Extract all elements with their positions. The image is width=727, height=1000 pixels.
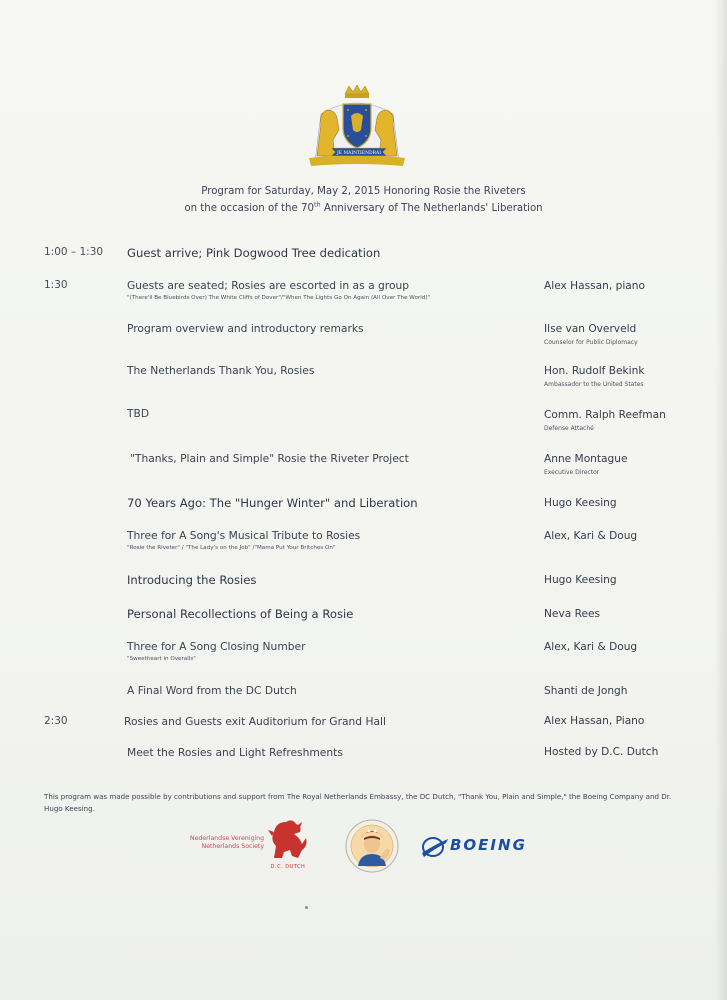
row-speaker-title: Defense Attaché — [544, 425, 594, 432]
boeing-wordmark: BOEING — [450, 836, 527, 854]
title-line-2: on the occasion of the 70th Anniversary of The Netherlands' Liberation — [184, 200, 543, 214]
crest-motto-banner — [331, 146, 387, 158]
row-event: "Thanks, Plain and Simple" Rosie the Riveter Project — [130, 452, 409, 465]
row-event: 70 Years Ago: The "Hunger Winter" and Liberation — [127, 496, 418, 510]
row-speaker: Ilse van Overveld — [544, 323, 637, 335]
rosie-the-riveter-seal-logo — [340, 818, 404, 874]
row-speaker: Hugo Keesing — [544, 574, 617, 586]
row-speaker: Comm. Ralph Reefman — [544, 409, 666, 421]
row-event: The Netherlands Thank You, Rosies — [127, 364, 315, 377]
scan-speck — [305, 906, 308, 909]
row-event: Meet the Rosies and Light Refreshments — [127, 746, 343, 759]
row-song-list: "Rosie the Riveter" / "The Lady's on the Job" /"Mama Put Your Britches On" — [127, 545, 336, 551]
row-host: Hosted by D.C. Dutch — [544, 746, 659, 758]
row-speaker-title: Counselor for Public Diplomacy — [544, 339, 638, 346]
row-song-list: "Sweetheart in Overalls" — [127, 656, 196, 662]
row-event: Guests are seated; Rosies are escorted in as a group — [127, 279, 410, 292]
nv-dc-dutch-logo — [172, 816, 312, 876]
row-time: 1:00 – 1:30 — [44, 246, 104, 258]
row-performer: Alex Hassan, piano — [544, 280, 645, 292]
row-performer: Alex Hassan, Piano — [544, 715, 645, 727]
row-speaker: Hugo Keesing — [544, 497, 617, 509]
row-speaker-title: Ambassador to the United States — [544, 381, 644, 388]
row-song-list: "(There'll Be Bluebirds Over) The White Cliffs of Dover"/"When The Lights Go On Again (All Over The World)" — [127, 295, 431, 301]
row-event: Program overview and introductory remarks — [127, 322, 364, 335]
royal-coat-of-arms-logo — [303, 84, 411, 172]
row-event: Guest arrive; Pink Dogwood Tree dedication — [127, 246, 381, 260]
crest-motto-text: JE MAINTIENDRAI — [336, 151, 382, 157]
acknowledgement-text: This program was made possible by contributions and support from The Royal Netherlands Embassy, the DC Dutch, "Thank You, Plain and Simple," the Boeing Company and Dr. Hugo Keesing. — [44, 792, 672, 813]
row-event: Three for A Song Closing Number — [127, 640, 306, 653]
dutch-lion-icon — [266, 816, 310, 862]
scan-edge-shadow — [715, 0, 727, 1000]
row-speaker-title: Executive Director — [544, 469, 600, 476]
row-event: Introducing the Rosies — [127, 573, 257, 587]
row-speaker: Neva Rees — [544, 608, 601, 620]
row-event: Rosies and Guests exit Auditorium for Grand Hall — [124, 715, 386, 728]
boeing-symbol-icon — [420, 833, 450, 859]
row-speaker: Hon. Rudolf Bekink — [544, 365, 645, 377]
row-event: Personal Recollections of Being a Rosie — [127, 607, 354, 621]
program-title — [0, 183, 727, 217]
row-event: A Final Word from the DC Dutch — [127, 684, 297, 697]
boeing-logo — [420, 833, 550, 859]
row-time: 2:30 — [44, 715, 68, 727]
title-line-1: Program for Saturday, May 2, 2015 Honoring Rosie the Riveters — [201, 186, 526, 197]
row-performer: Alex, Kari & Doug — [544, 530, 638, 542]
row-performer: Alex, Kari & Doug — [544, 641, 638, 653]
row-event: Three for A Song's Musical Tribute to Rosies — [127, 529, 361, 542]
row-time: 1:30 — [44, 279, 68, 291]
row-speaker: Shanti de Jongh — [544, 685, 628, 697]
row-speaker: Anne Montague — [544, 453, 628, 465]
dc-dutch-label: D.C. DUTCH — [270, 864, 306, 870]
nv-logo-text: Nederlandse Vereniging Netherlands Society — [190, 835, 264, 850]
row-event: TBD — [127, 407, 150, 420]
